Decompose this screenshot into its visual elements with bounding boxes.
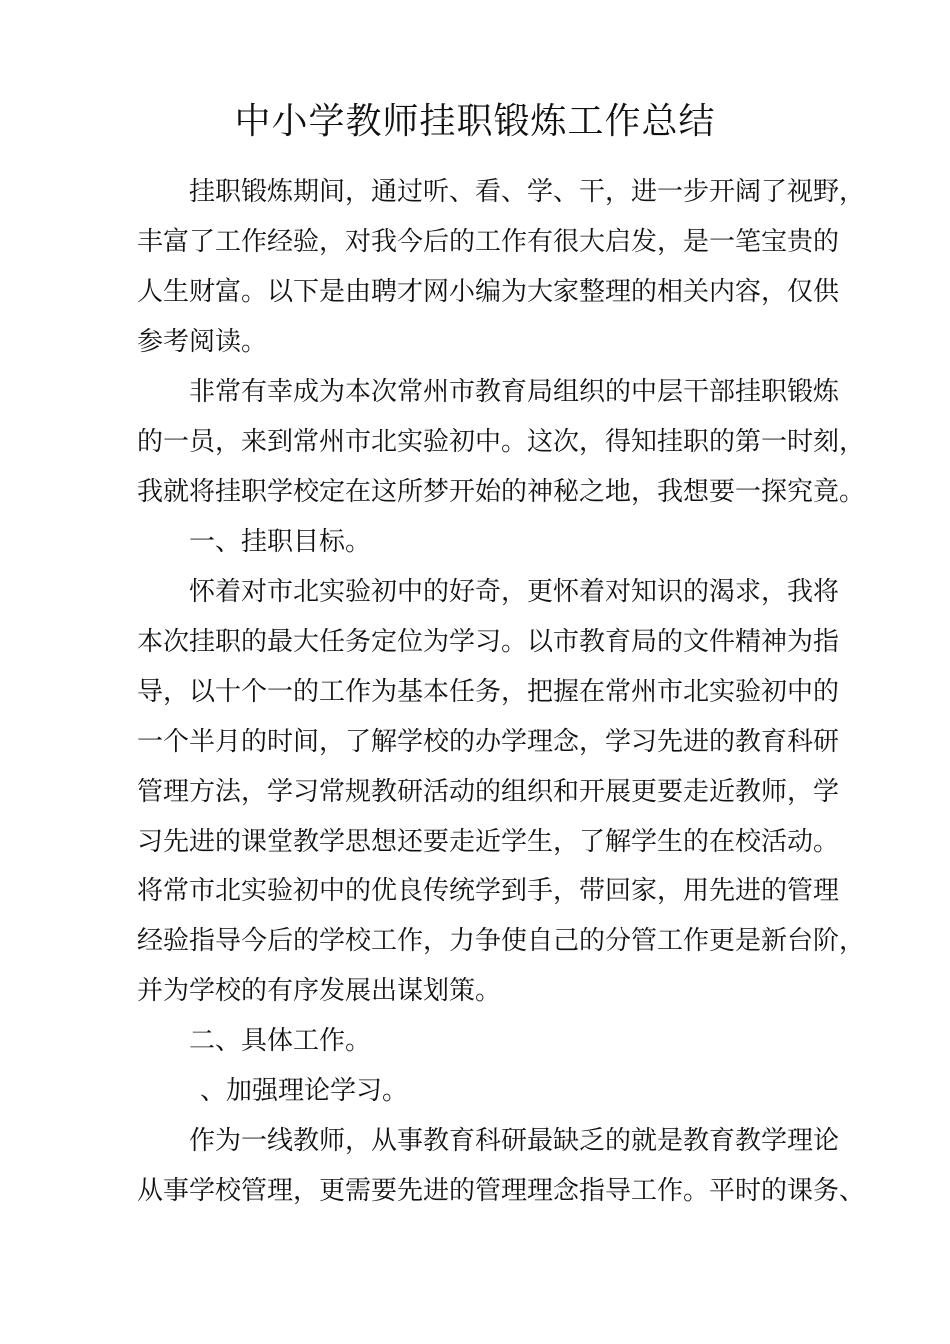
paragraph-line: 管理方法，学习常规教研活动的组织和开展更要走近教师，学	[137, 777, 840, 807]
paragraph-line: 将常市北实验初中的优良传统学到手，带回家，用先进的管理	[137, 876, 840, 906]
paragraph-line: 参考阅读。	[137, 327, 268, 357]
paragraph-line: 一个半月的时间，了解学校的办学理念，学习先进的教育科研	[137, 727, 840, 757]
paragraph-line: 我就将挂职学校定在这所梦开始的神秘之地，我想要一探究竟。	[137, 477, 866, 507]
paragraph-line: 从事学校管理，更需要先进的管理理念指导工作。平时的课务、	[137, 1176, 866, 1206]
paragraph-line: 挂职锻炼期间，通过听、看、学、干，进一步开阔了视野，	[189, 177, 866, 207]
section-heading: 一、挂职目标。	[189, 527, 372, 557]
paragraph-line: 怀着对市北实验初中的好奇，更怀着对知识的渴求，我将	[189, 577, 840, 607]
paragraph-line: 本次挂职的最大任务定位为学习。以市教育局的文件精神为指	[137, 627, 840, 657]
document-title: 中小学教师挂职锻炼工作总结	[234, 101, 716, 142]
section-heading: 二、具体工作。	[189, 1026, 372, 1056]
paragraph-line: 的一员，来到常州市北实验初中。这次，得知挂职的第一时刻，	[137, 427, 866, 457]
paragraph-line: 丰富了工作经验，对我今后的工作有很大启发，是一笔宝贵的	[137, 227, 840, 257]
paragraph-line: 非常有幸成为本次常州市教育局组织的中层干部挂职锻炼	[189, 377, 840, 407]
paragraph-line: 习先进的课堂教学思想还要走近学生，了解学生的在校活动。	[137, 827, 840, 857]
paragraph-line: 并为学校的有序发展出谋划策。	[137, 976, 502, 1006]
paragraph-line: 人生财富。以下是由聘才网小编为大家整理的相关内容，仅供	[137, 277, 840, 307]
paragraph-line: 作为一线教师，从事教育科研最缺乏的就是教育教学理论	[189, 1126, 840, 1156]
paragraph-line: 经验指导今后的学校工作，力争使自己的分管工作更是新台阶，	[137, 926, 866, 956]
paragraph-line: 导，以十个一的工作为基本任务，把握在常州市北实验初中的	[137, 677, 840, 707]
subsection-heading: 、加强理论学习。	[200, 1076, 409, 1106]
